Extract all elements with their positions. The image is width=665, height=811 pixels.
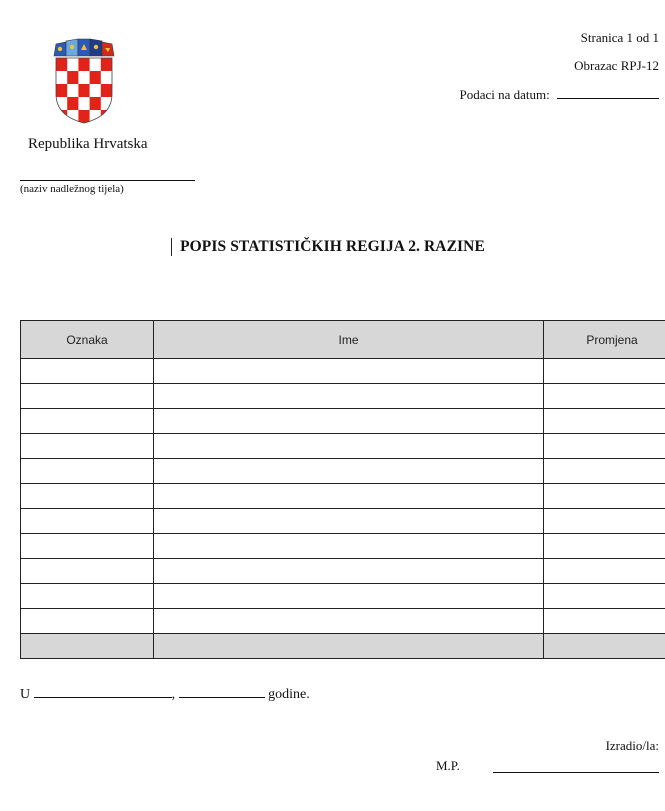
croatian-coat-of-arms-icon	[52, 38, 116, 124]
cell-oznaka[interactable]	[21, 459, 154, 484]
column-header-oznaka: Oznaka	[21, 321, 154, 359]
authority-label: (naziv nadležnog tijela)	[20, 183, 124, 195]
table-row	[21, 409, 665, 434]
table-row	[21, 559, 665, 584]
cell-promjena[interactable]	[544, 509, 665, 534]
table-row	[21, 534, 665, 559]
table-row	[21, 434, 665, 459]
cell-ime[interactable]	[154, 484, 544, 509]
authority-name-field[interactable]	[20, 180, 195, 181]
cell-ime[interactable]	[154, 409, 544, 434]
cell-promjena[interactable]	[544, 584, 665, 609]
date-field[interactable]	[179, 685, 265, 698]
cell-oznaka[interactable]	[21, 559, 154, 584]
cell-promjena[interactable]	[544, 609, 665, 634]
prepared-by-label: Izradio/la:	[605, 738, 659, 753]
cell-ime[interactable]	[154, 459, 544, 484]
cell-oznaka[interactable]	[21, 434, 154, 459]
cell-promjena[interactable]	[544, 434, 665, 459]
year-suffix: godine.	[268, 687, 310, 702]
table-row	[21, 509, 665, 534]
cell-oznaka[interactable]	[21, 534, 154, 559]
cell-promjena[interactable]	[544, 484, 665, 509]
cell-oznaka[interactable]	[21, 359, 154, 384]
table-row	[21, 484, 665, 509]
form-code: Obrazac RPJ-12	[574, 58, 659, 73]
cell-oznaka[interactable]	[21, 484, 154, 509]
footer-cell	[154, 634, 544, 659]
cell-ime[interactable]	[154, 384, 544, 409]
document-title: POPIS STATISTIČKIH REGIJA 2. RAZINE	[180, 238, 485, 255]
data-date-label: Podaci na datum:	[459, 87, 550, 102]
republic-name: Republika Hrvatska	[28, 136, 148, 152]
signature-field[interactable]	[493, 772, 659, 773]
place-field[interactable]	[34, 685, 172, 698]
table-row	[21, 359, 665, 384]
regions-table	[20, 320, 665, 659]
table-row	[21, 609, 665, 634]
stamp-label: M.P.	[436, 758, 460, 773]
cell-ime[interactable]	[154, 584, 544, 609]
table-row	[21, 459, 665, 484]
cell-promjena[interactable]	[544, 359, 665, 384]
cell-oznaka[interactable]	[21, 584, 154, 609]
cell-ime[interactable]	[154, 434, 544, 459]
cell-promjena[interactable]	[544, 409, 665, 434]
cell-oznaka[interactable]	[21, 384, 154, 409]
comma: ,	[171, 687, 176, 702]
table-row	[21, 384, 665, 409]
footer-cell	[544, 634, 665, 659]
data-date	[459, 86, 659, 103]
cell-oznaka[interactable]	[21, 509, 154, 534]
cell-oznaka[interactable]	[21, 409, 154, 434]
cell-ime[interactable]	[154, 559, 544, 584]
text-cursor	[171, 238, 172, 256]
column-header-ime: Ime	[154, 321, 544, 359]
page-number: Stranica 1 od 1	[580, 30, 659, 45]
table-header-row	[21, 321, 665, 359]
cell-promjena[interactable]	[544, 559, 665, 584]
cell-oznaka[interactable]	[21, 609, 154, 634]
column-header-promjena: Promjena	[544, 321, 665, 359]
cell-ime[interactable]	[154, 609, 544, 634]
cell-ime[interactable]	[154, 359, 544, 384]
cell-ime[interactable]	[154, 509, 544, 534]
table-footer-row	[21, 634, 665, 659]
cell-promjena[interactable]	[544, 459, 665, 484]
data-date-field[interactable]	[557, 86, 659, 99]
table-row	[21, 584, 665, 609]
regions-table-container	[20, 320, 665, 659]
cell-ime[interactable]	[154, 534, 544, 559]
cell-promjena[interactable]	[544, 384, 665, 409]
footer-cell	[21, 634, 154, 659]
place-date-line	[20, 685, 310, 703]
place-prefix: U	[20, 687, 31, 702]
cell-promjena[interactable]	[544, 534, 665, 559]
